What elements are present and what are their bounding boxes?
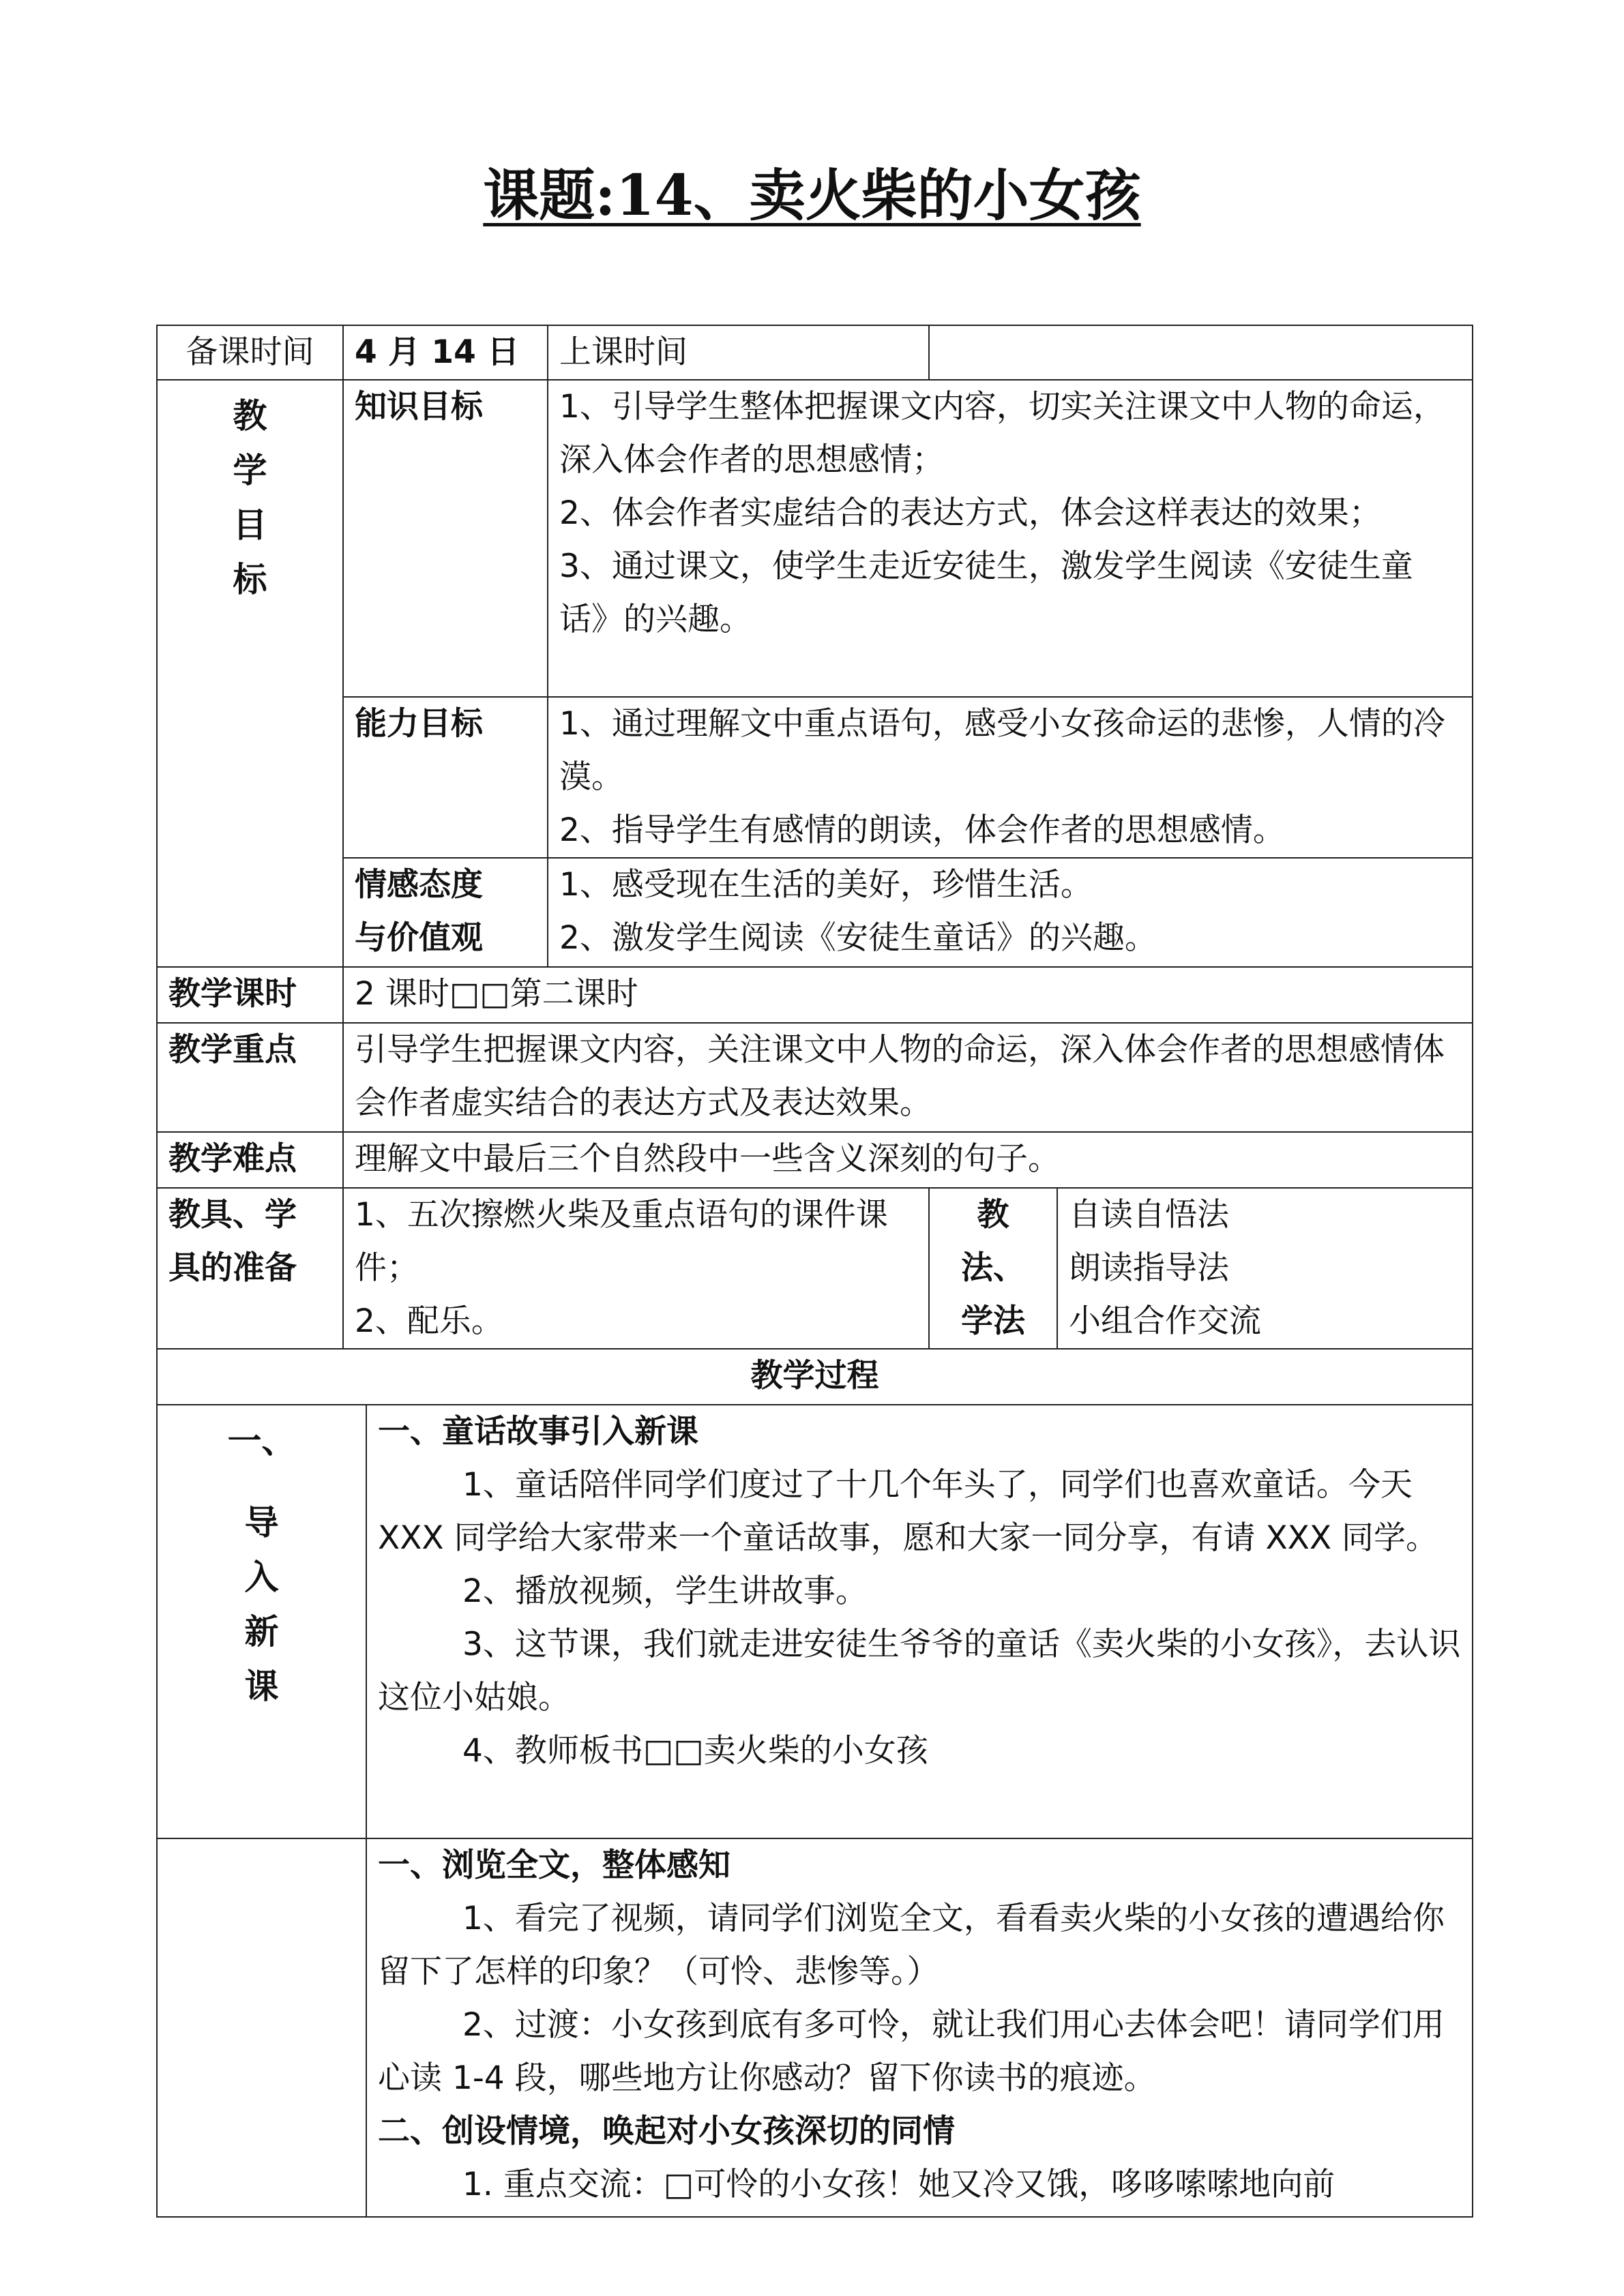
methods-items: 自读自悟法 朗读指导法 小组合作交流 xyxy=(1057,1188,1473,1349)
header-row xyxy=(157,325,1473,380)
tools-items: 1、五次擦燃火柴及重点语句的课件课件； 2、配乐。 xyxy=(343,1188,929,1349)
prep-time-label: 备课时间 xyxy=(157,325,343,380)
hours-label: 教学课时 xyxy=(157,967,343,1023)
class-time-value xyxy=(929,325,1473,380)
section2-content: 一、浏览全文，整体感知 1、看完了视频，请同学们浏览全文，看看卖火柴的小女孩的遭遇给你留下了怎样的印象？（可怜、悲惨等。） 2、过渡：小女孩到底有多可怜，就让我们用心去体会吧！请同学们用心读 1-4 段，哪些地方让你感动？留下你读书的痕迹。 二、创设情境，唤起对小女孩深切的同情 1. 重点交流：□可怜的小女孩！她又冷又饿，哆哆嗦嗦地向前 xyxy=(366,1838,1473,2217)
section2-label xyxy=(157,1838,366,2217)
emotion-items: 1、感受现在生活的美好，珍惜生活。 2、激发学生阅读《安徒生童话》的兴趣。 xyxy=(548,858,1473,967)
process-header-row xyxy=(157,1349,1473,1405)
prep-date: 4 月 14 日 xyxy=(343,325,548,380)
methods-label: 教 法、 学法 xyxy=(929,1188,1057,1349)
key-points-label: 教学重点 xyxy=(157,1023,343,1132)
lesson-plan-table xyxy=(156,325,1473,2218)
process-label: 教学过程 xyxy=(157,1349,1473,1405)
knowledge-label: 知识目标 xyxy=(343,380,548,697)
tools-label: 教具、学 具的准备 xyxy=(157,1188,343,1349)
objectives-label: 教 学 目 标 xyxy=(157,380,343,967)
hours-value: 2 课时□□第二课时 xyxy=(343,967,1473,1023)
emotion-label: 情感态度 与价值观 xyxy=(343,858,548,967)
key-points-value: 引导学生把握课文内容，关注课文中人物的命运，深入体会作者的思想感情体会作者虚实结合的表达方式及表达效果。 xyxy=(343,1023,1473,1132)
section2-heading-1: 一、浏览全文，整体感知 xyxy=(378,1847,730,1884)
difficulties-row xyxy=(157,1132,1473,1188)
process-section-2 xyxy=(157,1838,1473,2217)
section1-label: 一、 导 入 新 课 xyxy=(157,1405,366,1838)
difficulties-value: 理解文中最后三个自然段中一些含义深刻的句子。 xyxy=(343,1132,1473,1188)
difficulties-label: 教学难点 xyxy=(157,1132,343,1188)
process-section-1 xyxy=(157,1405,1473,1838)
ability-row xyxy=(157,697,1473,858)
section2-heading-2: 二、创设情境，唤起对小女孩深切的同情 xyxy=(378,2113,955,2150)
ability-items: 1、通过理解文中重点语句，感受小女孩命运的悲惨，人情的冷漠。 2、指导学生有感情的朗读，体会作者的思想感情。 xyxy=(548,697,1473,858)
key-points-row xyxy=(157,1023,1473,1132)
ability-label: 能力目标 xyxy=(343,697,548,858)
hours-row xyxy=(157,967,1473,1023)
knowledge-row xyxy=(157,380,1473,697)
page-title: 课题:14、卖火柴的小女孩 xyxy=(483,163,1141,228)
emotion-row xyxy=(157,858,1473,967)
class-time-label: 上课时间 xyxy=(548,325,929,380)
tools-row xyxy=(157,1188,1473,1349)
section1-heading: 一、童话故事引入新课 xyxy=(378,1413,698,1450)
section1-content: 一、童话故事引入新课 1、童话陪伴同学们度过了十几个年头了，同学们也喜欢童话。今天 XXX 同学给大家带来一个童话故事，愿和大家一同分享，有请 XXX 同学。 2、播放视频，学生讲故事。 3、这节课，我们就走进安徒生爷爷的童话《卖火柴的小女孩》，去认识这位小姑娘。 4、教师板书□□卖火柴的小女孩 xyxy=(366,1405,1473,1838)
knowledge-items: 1、引导学生整体把握课文内容，切实关注课文中人物的命运，深入体会作者的思想感情； 2、体会作者实虚结合的表达方式，体会这样表达的效果； 3、通过课文，使学生走近安徒生，激发学生阅读《安徒生童话》的兴趣。 xyxy=(548,380,1473,697)
